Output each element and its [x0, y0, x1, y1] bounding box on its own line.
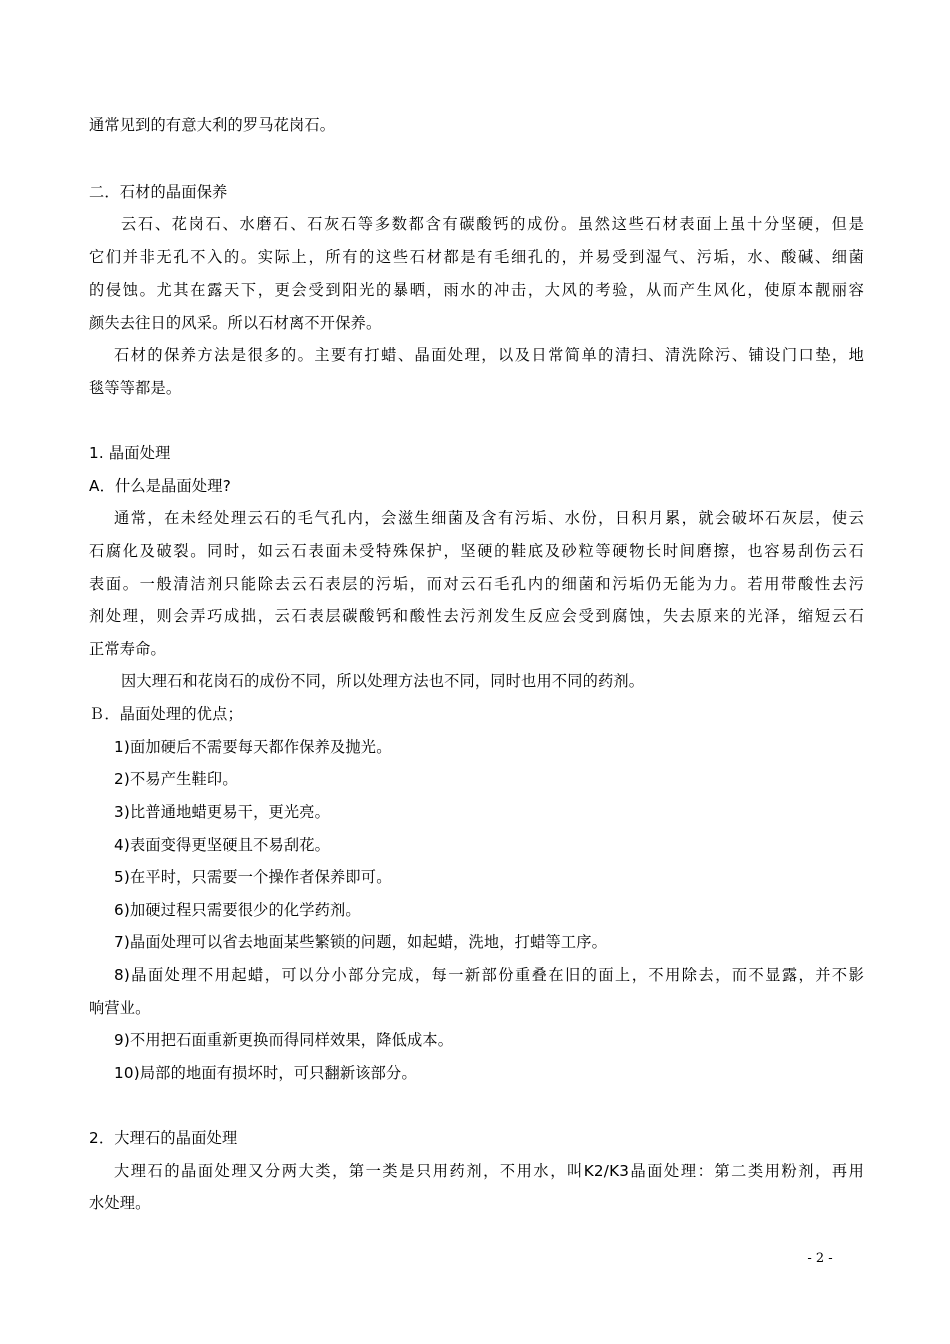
subsection-heading: A．什么是晶面处理? [89, 477, 231, 495]
list-item: 9)不用把石面重新更换而得同样效果，降低成本。 [114, 1031, 454, 1049]
list-item: 7)晶面处理可以省去地面某些繁锁的问题，如起蜡，洗地，打蜡等工序。 [114, 933, 608, 951]
paragraph-line: 因大理石和花岗石的成份不同，所以处理方法也不同，同时也用不同的药剂。 [121, 672, 645, 690]
paragraph-line: 水处理。 [89, 1194, 151, 1212]
list-item-continuation: 响营业。 [89, 999, 151, 1017]
list-item: 10)局部的地面有损坏时，可只翻新该部分。 [114, 1064, 417, 1082]
subsection-heading: 1. 晶面处理 [89, 444, 171, 462]
paragraph-line: 云石、花岗石、水磨石、石灰石等多数都含有碳酸钙的成份。虽然这些石材表面上虽十分坚硬，但是 [121, 215, 864, 233]
list-item: 4)表面变得更坚硬且不易刮花。 [114, 836, 331, 854]
list-item: 5)在平时，只需要一个操作者保养即可。 [114, 868, 392, 886]
subsection-heading: Ｂ．晶面处理的优点； [89, 705, 243, 723]
paragraph-line: 正常寿命。 [89, 640, 166, 658]
paragraph-line: 石腐化及破裂。同时，如云石表面未受特殊保护，坚硬的鞋底及砂粒等硬物长时间磨擦，也容易刮伤云石 [89, 542, 864, 560]
paragraph-line: 毯等等都是。 [89, 379, 182, 397]
list-item: 2)不易产生鞋印。 [114, 770, 238, 788]
paragraph-line: 通常，在未经处理云石的毛气孔内，会滋生细菌及含有污垢、水份，日积月累，就会破坏石灰层，使云 [114, 509, 864, 527]
paragraph-line: 剂处理，则会弄巧成拙，云石表层碳酸钙和酸性去污剂发生反应会受到腐蚀，失去原来的光泽，缩短云石 [89, 607, 864, 625]
paragraph-line: 石材的保养方法是很多的。主要有打蜡、晶面处理，以及日常简单的清扫、清洗除污、铺设门口垫，地 [114, 346, 864, 364]
paragraph-line: 颜失去往日的风采。所以石材离不开保养。 [89, 314, 382, 332]
list-item: 8)晶面处理不用起蜡，可以分小部分完成，每一新部份重叠在旧的面上，不用除去，而不显露，并不影 [114, 966, 864, 984]
paragraph-line: 表面。一般清洁剂只能除去云石表层的污垢，而对云石毛孔内的细菌和污垢仍无能为力。若用带酸性去污 [89, 575, 864, 593]
subsection-heading: 2．大理石的晶面处理 [89, 1129, 238, 1147]
paragraph-line: 大理石的晶面处理又分两大类，第一类是只用药剂，不用水，叫K2/K3晶面处理：第二类用粉剂，再用 [114, 1162, 864, 1180]
paragraph-line: 通常见到的有意大利的罗马花岗石。 [89, 116, 336, 134]
list-item: 1)面加硬后不需要每天都作保养及抛光。 [114, 738, 392, 756]
paragraph-line: 它们并非无孔不入的。实际上，所有的这些石材都是有毛细孔的，并易受到湿气、污垢，水、酸碱、细菌 [89, 248, 864, 266]
list-item: 3)比普通地蜡更易干，更光亮。 [114, 803, 331, 821]
section-heading: 二．石材的晶面保养 [89, 183, 228, 201]
list-item: 6)加硬过程只需要很少的化学药剂。 [114, 901, 361, 919]
page-number: - 2 - [807, 1251, 833, 1266]
paragraph-line: 的侵蚀。尤其在露天下，更会受到阳光的暴晒，雨水的冲击，大风的考验，从而产生风化，使原本靓丽容 [89, 281, 864, 299]
